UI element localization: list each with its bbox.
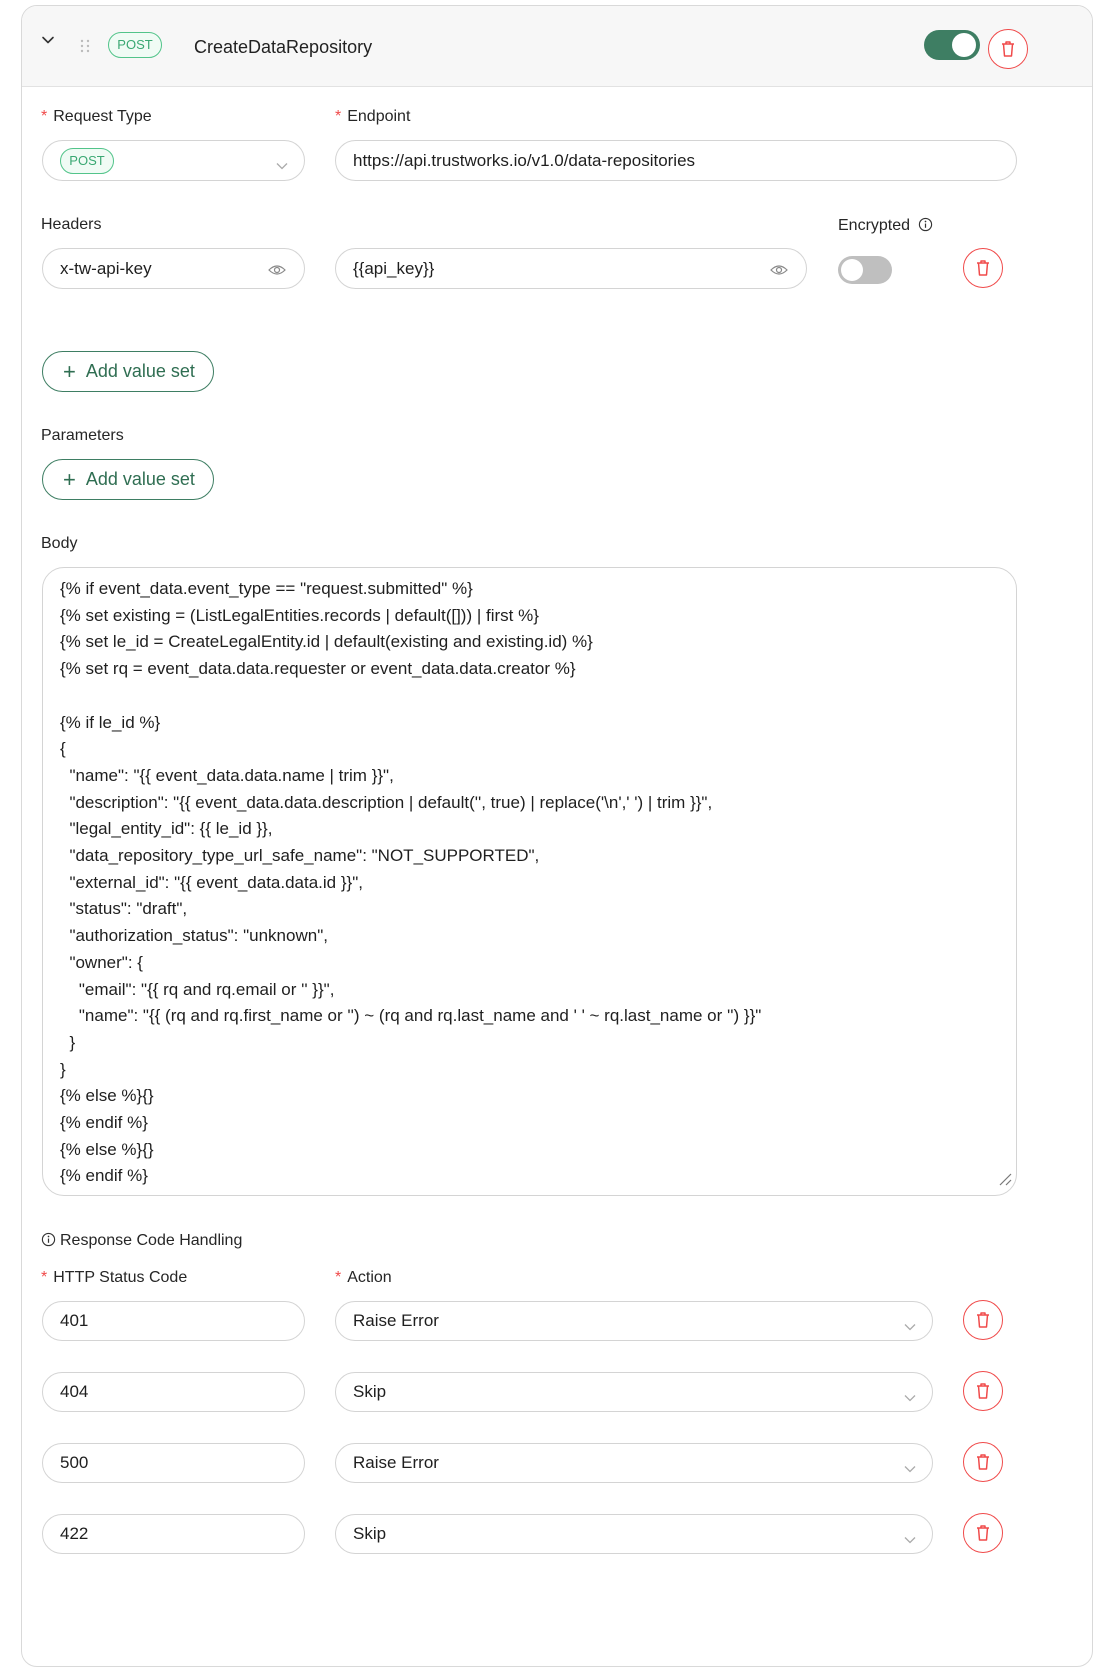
eye-icon[interactable] (770, 262, 788, 282)
action-select[interactable] (335, 1514, 933, 1554)
header-value-input[interactable] (335, 248, 807, 289)
request-type-select[interactable] (42, 140, 305, 181)
endpoint-value: https://api.trustworks.io/v1.0/data-repositories (353, 150, 696, 170)
header-value-text: {{api_key}} (353, 258, 435, 278)
chevron-down-icon (904, 1530, 916, 1550)
action-value: Raise Error (353, 1311, 439, 1330)
header-key-value: x-tw-api-key (60, 258, 152, 278)
chevron-down-icon[interactable] (40, 32, 56, 48)
status-code-value: 422 (60, 1524, 89, 1543)
body-textarea[interactable] (42, 567, 1017, 1196)
info-icon (41, 1232, 56, 1247)
plus-icon: + (63, 466, 76, 492)
chevron-down-icon (904, 1459, 916, 1479)
plus-icon: + (63, 358, 76, 384)
request-type-label: * Request Type (41, 108, 152, 125)
trash-icon (975, 1524, 991, 1542)
chevron-down-icon (904, 1317, 916, 1337)
delete-header-button[interactable] (963, 248, 1003, 288)
status-code-input[interactable] (42, 1443, 305, 1483)
trash-icon (1000, 40, 1016, 58)
body-code: {% if event_data.event_type == "request.submitted" %} {% set existing = (ListLegalEntities.records | default([])) | first %} {% set le_id = CreateLegalEntity.id | default(existing and existing.id) %} {% set rq = event_data.data.requester or event_data.data.creator %} {% if le_id %} { "name": "{{ event_data.data.name | trim }}", "description": "{{ event_data.data.description | default('', true) | replace('\n',' ') | trim }}", "legal_entity_id": {{ le_id }}, "data_repository_type_url_safe_name": "NOT_SUPPORTED", "external_id": "{{ event_data.data.id }}", "status": "draft", "authorization_status": "unknown", "owner": { "email": "{{ rq and rq.email or '' }}", "name": "{{ (rq and rq.first_name or '') ~ (rq and rq.last_name and ' ' ~ rq.last_name or '') }}" } } {% else %}{} {% endif %} {% else %}{} {% endif %} (60, 579, 762, 1186)
parameters-label: Parameters (41, 427, 124, 444)
action-value: Skip (353, 1382, 387, 1401)
trash-icon (975, 1453, 991, 1471)
endpoint-input[interactable] (335, 140, 1017, 181)
status-code-value: 500 (60, 1453, 89, 1472)
action-value: Raise Error (353, 1453, 439, 1472)
delete-step-button[interactable] (988, 29, 1028, 69)
status-code-input[interactable] (42, 1372, 305, 1412)
delete-row-button[interactable] (963, 1300, 1003, 1340)
delete-row-button[interactable] (963, 1371, 1003, 1411)
trash-icon (975, 259, 991, 277)
add-parameter-button[interactable]: + Add value set (42, 459, 214, 500)
chevron-down-icon (904, 1388, 916, 1408)
info-icon (918, 217, 933, 232)
encrypted-label: Encrypted (838, 217, 933, 235)
status-code-value: 401 (60, 1311, 89, 1330)
method-tag: POST (108, 32, 162, 58)
action-select[interactable] (335, 1443, 933, 1483)
trash-icon (975, 1311, 991, 1329)
trash-icon (975, 1382, 991, 1400)
step-title: CreateDataRepository (194, 37, 373, 57)
delete-row-button[interactable] (963, 1442, 1003, 1482)
header-key-input[interactable] (42, 248, 305, 289)
eye-icon[interactable] (268, 262, 286, 282)
headers-label: Headers (41, 216, 102, 233)
chevron-down-icon (276, 156, 288, 176)
status-code-input[interactable] (42, 1301, 305, 1341)
status-code-label: * HTTP Status Code (41, 1269, 188, 1286)
resize-handle-icon[interactable] (998, 1172, 1012, 1191)
step-enabled-toggle[interactable] (924, 30, 980, 60)
delete-row-button[interactable] (963, 1513, 1003, 1553)
endpoint-label: * Endpoint (335, 108, 411, 125)
action-select[interactable] (335, 1372, 933, 1412)
request-type-tag: POST (60, 148, 114, 174)
action-value: Skip (353, 1524, 387, 1543)
body-label: Body (41, 535, 78, 552)
step-header[interactable] (22, 6, 1092, 87)
action-select[interactable] (335, 1301, 933, 1341)
status-code-value: 404 (60, 1382, 89, 1401)
add-header-button[interactable]: + Add value set (42, 351, 214, 392)
encrypted-toggle[interactable] (838, 256, 892, 284)
drag-handle-icon[interactable] (79, 38, 91, 54)
response-handling-label: Response Code Handling (41, 1232, 242, 1250)
action-label: * Action (335, 1269, 392, 1286)
status-code-input[interactable] (42, 1514, 305, 1554)
